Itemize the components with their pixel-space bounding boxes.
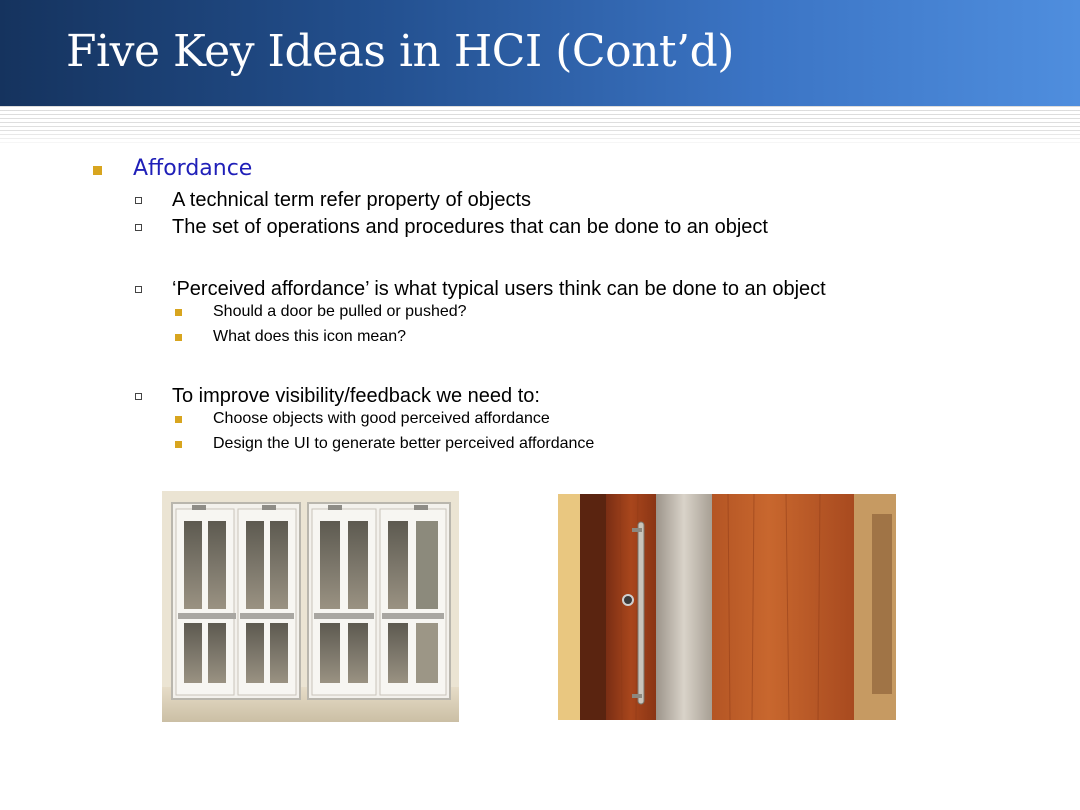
sub-bullet-design-ui: Design the UI to generate better perceived affordance <box>213 435 595 452</box>
glass-doors-photo <box>162 491 459 722</box>
header-stripes-fade <box>0 106 1080 146</box>
sub-bullet-choose-objects: Choose objects with good perceived affordance <box>213 410 550 427</box>
glass-doors-illustration <box>162 491 459 722</box>
bullet-technical-term: A technical term refer property of objects <box>172 189 532 211</box>
bullet-box-icon <box>135 286 142 293</box>
bullet-box-icon <box>135 393 142 400</box>
bullet-improve-visibility: To improve visibility/feedback we need to: <box>172 385 540 407</box>
sub-bullet-square-icon <box>175 334 182 341</box>
bullet-square-icon <box>93 166 102 175</box>
title-bar <box>0 0 1080 106</box>
sub-bullet-door: Should a door be pulled or pushed? <box>213 303 467 320</box>
bullet-box-icon <box>135 197 142 204</box>
wood-door-photo <box>558 494 896 720</box>
sub-bullet-square-icon <box>175 416 182 423</box>
sub-bullet-square-icon <box>175 309 182 316</box>
bullet-operations: The set of operations and procedures that can be done to an object <box>172 216 768 238</box>
bullet-perceived-affordance: ‘Perceived affordance’ is what typical users think can be done to an object <box>172 278 826 300</box>
sub-bullet-square-icon <box>175 441 182 448</box>
bullet-box-icon <box>135 224 142 231</box>
heading-affordance: Affordance <box>133 156 253 181</box>
wood-door-illustration <box>558 494 896 720</box>
sub-bullet-icon-meaning: What does this icon mean? <box>213 328 406 345</box>
slide-title: Five Key Ideas in HCI (Cont’d) <box>66 26 734 77</box>
